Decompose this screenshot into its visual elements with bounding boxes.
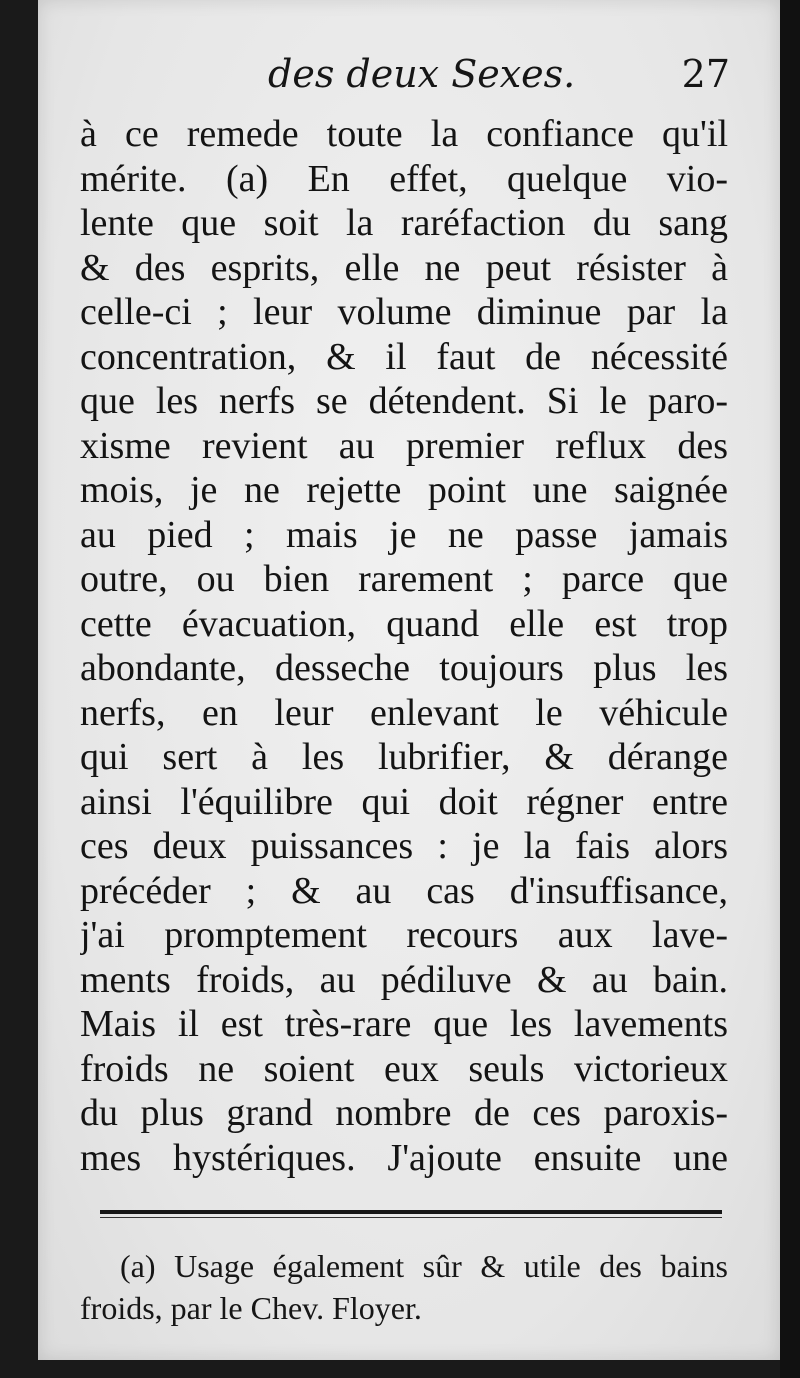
text-line: qui sert à les lubrifier, & dérange — [80, 736, 728, 778]
text-line: ments froids, au pédiluve & au bain. — [80, 958, 728, 1001]
scan-left-margin — [0, 0, 38, 1378]
text-line: à ce remede toute la confiance qu'il — [80, 113, 728, 155]
scan-right-margin — [780, 0, 800, 1378]
text-line: xisme revient au premier reflux des — [80, 424, 728, 467]
text-line: celle-ci ; leur volume diminue par la — [80, 291, 728, 333]
text-line: j'ai promptement recours aux lave- — [80, 914, 728, 956]
text-line: lente que soit la raréfaction du sang — [80, 202, 728, 244]
text-line: que les nerfs se détendent. Si le paro- — [80, 380, 728, 422]
text-line: au pied ; mais je ne passe jamais — [80, 513, 728, 556]
text-line: Mais il est très-rare que les lavements — [80, 1003, 728, 1045]
footnote-line: froids, par le Chev. Floyer. — [80, 1290, 422, 1326]
text-line: cette évacuation, quand elle est trop — [80, 602, 728, 645]
text-line: mois, je ne rejette point une saignée — [80, 469, 728, 511]
footnote-line: (a) Usage également sûr & utile des bains — [120, 1248, 728, 1284]
text-line: mérite. (a) En effet, quelque vio- — [80, 157, 728, 200]
text-line: outre, ou bien rarement ; parce que — [80, 558, 728, 600]
body-text — [80, 112, 728, 1180]
text-line: froids ne soient eux seuls victorieux — [80, 1047, 728, 1090]
text-line: mes hystériques. J'ajoute ensuite une — [80, 1136, 728, 1179]
page-number: 27 — [681, 52, 730, 96]
footnote — [80, 1245, 728, 1329]
text-line: nerfs, en leur enlevant le véhicule — [80, 691, 728, 734]
text-line: ainsi l'équilibre qui doit régner entre — [80, 780, 728, 823]
page-header — [38, 52, 780, 102]
running-head: des deux Sexes. — [268, 52, 576, 96]
text-line: du plus grand nombre de ces paroxis- — [80, 1092, 728, 1134]
book-page — [38, 0, 780, 1360]
text-line: précéder ; & au cas d'insuffisance, — [80, 869, 728, 912]
text-line: & des esprits, elle ne peut résister à — [80, 246, 728, 289]
text-line: concentration, & il faut de nécessité — [80, 335, 728, 378]
text-line: abondante, desseche toujours plus les — [80, 647, 728, 689]
footnote-rule — [100, 1210, 722, 1214]
text-line: ces deux puissances : je la fais alors — [80, 825, 728, 867]
